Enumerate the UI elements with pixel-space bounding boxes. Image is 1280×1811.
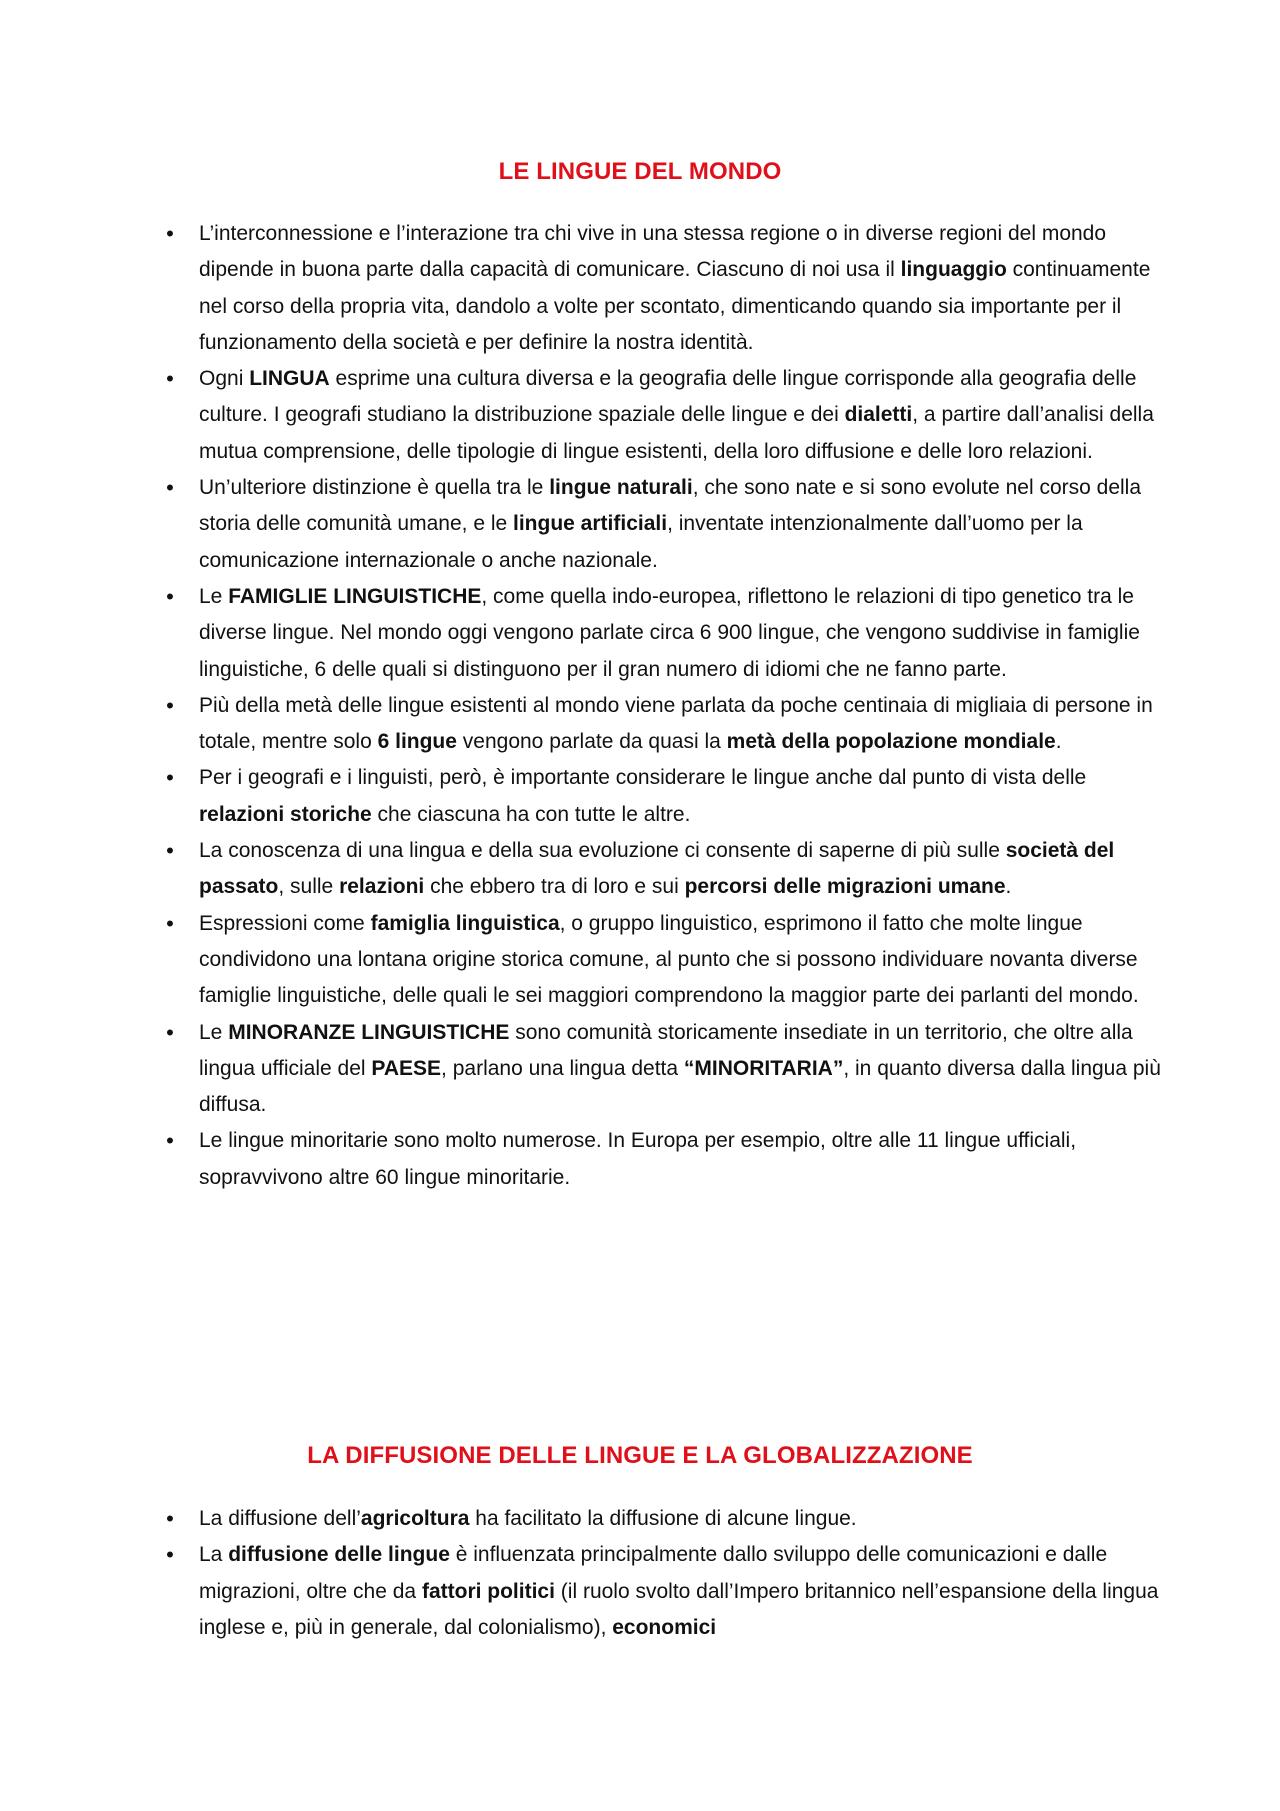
bullet-dot-icon: • <box>166 1506 174 1531</box>
bullet-item <box>0 579 1164 688</box>
bold-text: percorsi delle migrazioni umane <box>684 875 1006 899</box>
text-run: , a partire dall’analisi della mutua comprensione, delle tipologie di lingue esistenti, della loro diffusione e delle loro relazioni. <box>199 403 1154 463</box>
text-run: (il ruolo svolto dall’Impero britannico nell’espansione della lingua inglese e, più in generale, dal colonialismo), <box>199 1579 1159 1639</box>
text-run: continuamente nel corso della propria vita, dandolo a volte per scontato, dimenticando quando sia importante per il funzionamento della società e per definire la nostra identità. <box>199 258 1151 354</box>
bold-text: “MINORITARIA” <box>683 1056 844 1080</box>
bold-text: MINORANZE LINGUISTICHE <box>228 1020 510 1044</box>
text-run: sono comunità storicamente insediate in un territorio, che oltre alla lingua ufficiale del <box>199 1020 1133 1080</box>
bullet-list-lingue-del-mondo <box>0 216 1280 1196</box>
text-run: vengono parlate da quasi la <box>456 730 727 754</box>
bullet-item <box>0 1501 1164 1537</box>
text-run: Le <box>199 584 229 608</box>
bold-text: lingue naturali <box>549 476 693 500</box>
section-title-diffusione-lingue: LA DIFFUSIONE DELLE LINGUE E LA GLOBALIZZAZIONE <box>307 1442 973 1469</box>
bullet-dot-icon: • <box>166 765 174 791</box>
text-run: Le <box>199 1020 229 1044</box>
bullet-item <box>0 906 1164 1015</box>
text-run: , sulle <box>278 875 340 899</box>
text-run: , come quella indo-europea, riflettono le relazioni di tipo genetico tra le diverse lingue. Nel mondo oggi vengono parlate circa 6 900 lingue, che vengono suddivise in famiglie linguistiche, 6 delle quali si distinguono per il gran numero di idiomi che ne fanno parte. <box>199 584 1140 681</box>
text-run: La diffusione dell’ <box>199 1507 361 1530</box>
bullet-list-diffusione-lingue <box>0 1501 1280 1646</box>
bullet-dot-icon: • <box>166 221 174 246</box>
bullet-item <box>0 361 1164 470</box>
bullet-item <box>0 1015 1164 1124</box>
bold-text: linguaggio <box>900 258 1007 282</box>
text-run: L’interconnessione e l’interazione tra chi vive in una stessa regione o in diverse regioni del mondo dipende in buona parte dalla capacità di comunicare. Ciascuno di noi usa il <box>199 222 1107 282</box>
section-title-lingue-del-mondo: LE LINGUE DEL MONDO <box>498 158 782 185</box>
bullet-dot-icon: • <box>166 583 174 609</box>
bullet-item <box>0 1537 1164 1646</box>
bold-text: economici <box>612 1615 717 1639</box>
bold-text: 6 lingue <box>377 730 457 754</box>
bullet-item <box>0 833 1164 906</box>
bullet-dot-icon: • <box>166 475 174 501</box>
bullet-dot-icon: • <box>166 1019 174 1045</box>
text-run: ha facilitato la diffusione di alcune lingue. <box>469 1507 857 1530</box>
bold-text: agricoltura <box>360 1507 470 1530</box>
text-run: , o gruppo linguistico, esprimono il fatto che molte lingue condividono una lontana origine storica comune, al punto che si possono individuare novanta diverse famiglie linguistiche, delle quali le sei maggiori comprendono la maggior parte dei parlanti del mondo. <box>199 911 1139 1008</box>
bold-text: fattori politici <box>421 1579 555 1603</box>
bold-text: FAMIGLIE LINGUISTICHE <box>228 584 482 608</box>
bold-text: PAESE <box>371 1056 442 1080</box>
text-run: , in quanto diversa dalla lingua più diffusa. <box>199 1056 1161 1117</box>
text-run: Espressioni come <box>199 911 371 935</box>
bold-text: diffusione delle lingue <box>228 1543 450 1567</box>
bullet-dot-icon: • <box>166 1128 174 1154</box>
bullet-dot-icon: • <box>166 1542 174 1568</box>
text-run: La <box>199 1543 229 1567</box>
text-run: La conoscenza di una lingua e della sua evoluzione ci consente di saperne di più sulle <box>199 839 1006 863</box>
bullet-item <box>0 688 1164 761</box>
text-run: Le lingue minoritarie sono molto numerose. In Europa per esempio, oltre alle 11 lingue ufficiali, sopravvivono altre 60 lingue minoritarie. <box>199 1129 1077 1189</box>
text-run: Un’ulteriore distinzione è quella tra le <box>199 476 550 500</box>
text-run: , parlano una lingua detta <box>441 1056 684 1080</box>
bullet-item <box>0 470 1164 579</box>
bold-text: famiglia linguistica <box>370 911 560 935</box>
text-run: , inventate intenzionalmente dall’uomo per la comunicazione internazionale o anche nazionale. <box>199 512 1083 572</box>
bold-text: relazioni <box>339 875 425 899</box>
bold-text: lingue artificiali <box>513 512 668 536</box>
bullet-dot-icon: • <box>166 366 174 392</box>
text-run: è influenzata principalmente dallo sviluppo delle comunicazioni e dalle migrazioni, oltre che da <box>199 1543 1108 1603</box>
text-run: che ebbero tra di loro e sui <box>424 875 685 899</box>
bold-text: metà della popolazione mondiale <box>726 730 1056 754</box>
bullet-item <box>0 760 1164 833</box>
text-run: che ciascuna ha con tutte le altre. <box>371 802 691 826</box>
text-run: Per i geografi e i linguisti, però, è importante considerare le lingue anche dal punto di vista delle <box>199 766 1087 790</box>
bullet-dot-icon: • <box>166 692 174 718</box>
text-run: Ogni <box>199 367 250 391</box>
text-run: . <box>1005 875 1012 899</box>
text-run: esprime una cultura diversa e la geografia delle lingue corrisponde alla geografia delle culture. I geografi studiano la distribuzione spaziale delle lingue e dei <box>199 367 1137 427</box>
bullet-dot-icon: • <box>166 910 174 936</box>
text-run: , che sono nate e si sono evolute nel corso della storia delle comunità umane, e le <box>199 476 1142 536</box>
bold-text: relazioni storiche <box>199 802 372 826</box>
text-run: Più della metà delle lingue esistenti al mondo viene parlata da poche centinaia di migliaia di persone in totale, mentre solo <box>199 693 1153 754</box>
bold-text: LINGUA <box>249 367 330 391</box>
text-run: . <box>1055 730 1062 754</box>
bullet-item <box>0 1123 1164 1196</box>
bold-text: società del passato <box>199 839 1115 899</box>
bullet-dot-icon: • <box>166 838 174 864</box>
bold-text: dialetti <box>844 403 913 427</box>
bullet-item <box>0 216 1164 361</box>
